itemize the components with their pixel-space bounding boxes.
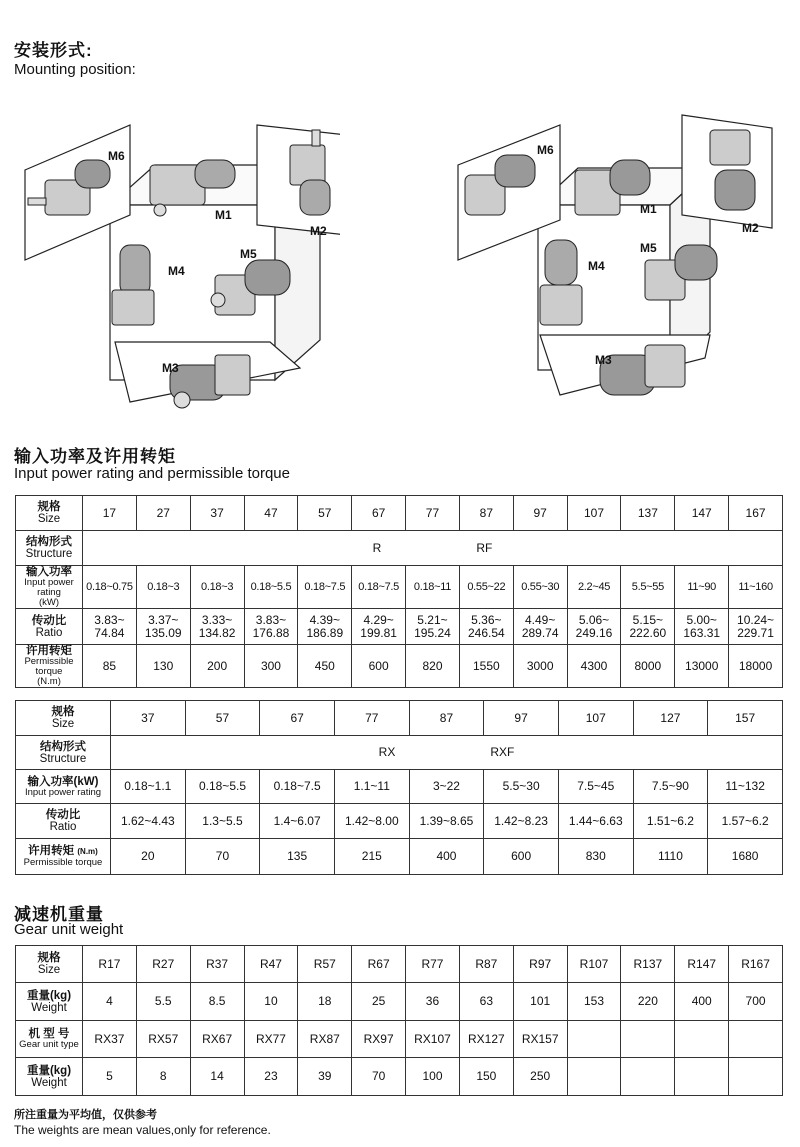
cell-ratio: 3.83~ 74.84 (83, 609, 137, 645)
note-cn: 所注重量为平均值，仅供参考 (14, 1109, 157, 1121)
cell-torque: 830 (558, 839, 633, 875)
structure-r: R (372, 540, 382, 555)
cell-type: R57 (298, 946, 352, 983)
row-header-structure: 结构形式 Structure (16, 531, 83, 566)
cell-ratio: 1.42~8.23 (484, 804, 559, 839)
cell-torque: 135 (260, 839, 335, 875)
row-header-weight: 重量(kg) Weight (16, 983, 83, 1021)
table-weight (15, 945, 783, 1096)
cell-type: R17 (83, 946, 137, 983)
cell-weight: 400 (675, 983, 729, 1021)
cell-weight: 70 (352, 1058, 406, 1096)
cell-ratio: 1.62~4.43 (111, 804, 186, 839)
cell-torque: 1680 (708, 839, 783, 875)
label-rx-m5: M5 (640, 241, 657, 255)
weight-title-cn: 减速机重量 (14, 905, 104, 924)
cell-empty (621, 1021, 675, 1058)
cell-power: 5.5~30 (484, 770, 559, 804)
cell-weight: 8.5 (190, 983, 244, 1021)
cell-power: 0.18~11 (406, 566, 460, 609)
cell-ratio: 1.44~6.63 (558, 804, 633, 839)
cell-type: R147 (675, 946, 729, 983)
cell-type: RX87 (298, 1021, 352, 1058)
row-header-ratio: 传动比 Ratio (16, 609, 83, 645)
label-rx-m4: M4 (588, 259, 605, 273)
cell-size: 137 (621, 496, 675, 531)
cell-power: 0.18~5.5 (185, 770, 260, 804)
row-header-structure: 结构形式 Structure (16, 736, 111, 770)
cell-torque: 4300 (567, 645, 621, 688)
cell-ratio: 4.49~ 289.74 (513, 609, 567, 645)
table-row (16, 804, 783, 839)
cell-size: 37 (111, 701, 186, 736)
cell-weight: 8 (136, 1058, 190, 1096)
cell-torque: 300 (244, 645, 298, 688)
cell-torque: 600 (352, 645, 406, 688)
cell-weight: 23 (244, 1058, 298, 1096)
cell-size: 127 (633, 701, 708, 736)
cell-torque: 20 (111, 839, 186, 875)
cell-torque: 1110 (633, 839, 708, 875)
cell-ratio: 3.37~ 135.09 (136, 609, 190, 645)
cell-size: 67 (352, 496, 406, 531)
cell-ratio: 10.24~ 229.71 (729, 609, 783, 645)
cell-power: 0.55~30 (513, 566, 567, 609)
cell-ratio: 5.06~ 249.16 (567, 609, 621, 645)
cell-structure (83, 531, 783, 566)
cell-ratio: 5.15~ 222.60 (621, 609, 675, 645)
cell-size: 47 (244, 496, 298, 531)
cell-weight: 250 (513, 1058, 567, 1096)
row-header-type: 机 型 号 Gear unit type (16, 1021, 83, 1058)
label-rx-m6: M6 (537, 143, 554, 157)
cell-empty (675, 1021, 729, 1058)
cell-type: R67 (352, 946, 406, 983)
cell-empty (567, 1058, 621, 1096)
cell-torque: 450 (298, 645, 352, 688)
cell-type: RX67 (190, 1021, 244, 1058)
table-row (16, 566, 783, 609)
mounting-title-en: Mounting position: (14, 61, 136, 78)
cell-type: R27 (136, 946, 190, 983)
cell-empty (567, 1021, 621, 1058)
cell-power: 0.18~3 (136, 566, 190, 609)
cell-size: 147 (675, 496, 729, 531)
cell-ratio: 1.57~6.2 (708, 804, 783, 839)
cell-weight: 153 (567, 983, 621, 1021)
cell-torque: 70 (185, 839, 260, 875)
cell-size: 107 (558, 701, 633, 736)
cell-size: 87 (459, 496, 513, 531)
cell-torque: 18000 (729, 645, 783, 688)
cell-power: 11~90 (675, 566, 729, 609)
cell-power: 2.2~45 (567, 566, 621, 609)
cell-weight: 36 (406, 983, 460, 1021)
cell-weight: 101 (513, 983, 567, 1021)
table-r-series (15, 495, 783, 688)
power-title-cn: 输入功率及许用转矩 (14, 447, 176, 466)
weight-title-en: Gear unit weight (14, 921, 124, 938)
cell-type: RX127 (459, 1021, 513, 1058)
label-m1: M1 (215, 208, 232, 222)
cell-type: R47 (244, 946, 298, 983)
cell-torque: 200 (190, 645, 244, 688)
mounting-diagram-rx (450, 110, 780, 420)
cell-size: 37 (190, 496, 244, 531)
cell-type: RX37 (83, 1021, 137, 1058)
table-row (16, 1021, 783, 1058)
cell-weight: 5.5 (136, 983, 190, 1021)
cell-power: 0.18~0.75 (83, 566, 137, 609)
cell-weight: 10 (244, 983, 298, 1021)
cell-type: RX57 (136, 1021, 190, 1058)
label-m4: M4 (168, 264, 185, 278)
cell-type: R87 (459, 946, 513, 983)
cell-size: 107 (567, 496, 621, 531)
cell-weight: 100 (406, 1058, 460, 1096)
row-header-torque: 许用转矩 Permissible torque (N.m) (16, 645, 83, 688)
cell-ratio: 5.36~ 246.54 (459, 609, 513, 645)
cell-weight: 220 (621, 983, 675, 1021)
cell-power: 0.55~22 (459, 566, 513, 609)
mounting-diagram-r (20, 110, 340, 440)
cell-power: 11~160 (729, 566, 783, 609)
structure-rxf: RXF (490, 745, 515, 759)
cell-size: 67 (260, 701, 335, 736)
cell-ratio: 3.83~ 176.88 (244, 609, 298, 645)
cell-torque: 130 (136, 645, 190, 688)
table-row (16, 701, 783, 736)
cell-power: 0.18~7.5 (352, 566, 406, 609)
cell-empty (729, 1058, 783, 1096)
row-header-power: 输入功率 Input power rating (kW) (16, 566, 83, 609)
cell-torque: 400 (409, 839, 484, 875)
cell-torque: 13000 (675, 645, 729, 688)
cell-ratio: 1.39~8.65 (409, 804, 484, 839)
table-row (16, 839, 783, 875)
cell-size: 57 (185, 701, 260, 736)
cell-power: 0.18~7.5 (260, 770, 335, 804)
table-row (16, 496, 783, 531)
cell-weight: 150 (459, 1058, 513, 1096)
cell-weight: 700 (729, 983, 783, 1021)
cell-power: 0.18~7.5 (298, 566, 352, 609)
cell-weight: 5 (83, 1058, 137, 1096)
cell-type: RX77 (244, 1021, 298, 1058)
cell-ratio: 4.39~ 186.89 (298, 609, 352, 645)
cell-type: R37 (190, 946, 244, 983)
row-header-size: 规格 Size (16, 496, 83, 531)
cell-weight: 18 (298, 983, 352, 1021)
cell-type: RX107 (406, 1021, 460, 1058)
cell-type: RX157 (513, 1021, 567, 1058)
table-row (16, 609, 783, 645)
label-rx-m3: M3 (595, 353, 612, 367)
row-header-torque: 许用转矩 (N.m) Permissible torque (16, 839, 111, 875)
label-m5: M5 (240, 247, 257, 261)
cell-weight: 39 (298, 1058, 352, 1096)
cell-weight: 63 (459, 983, 513, 1021)
cell-ratio: 1.42~8.00 (334, 804, 409, 839)
cell-type: R77 (406, 946, 460, 983)
cell-ratio: 1.3~5.5 (185, 804, 260, 839)
cell-torque: 8000 (621, 645, 675, 688)
cell-power: 5.5~55 (621, 566, 675, 609)
cell-power: 0.18~5.5 (244, 566, 298, 609)
cell-size: 77 (334, 701, 409, 736)
cell-power: 7.5~45 (558, 770, 633, 804)
table-row (16, 1058, 783, 1096)
table-row (16, 645, 783, 688)
row-header-weight: 重量(kg) Weight (16, 1058, 83, 1096)
cell-size: 57 (298, 496, 352, 531)
cell-weight: 14 (190, 1058, 244, 1096)
cell-size: 97 (513, 496, 567, 531)
cell-weight: 25 (352, 983, 406, 1021)
label-m3: M3 (162, 361, 179, 375)
label-rx-m2: M2 (742, 221, 759, 235)
label-m6: M6 (108, 149, 125, 163)
row-header-ratio: 传动比 Ratio (16, 804, 111, 839)
cell-power: 0.18~1.1 (111, 770, 186, 804)
cell-power: 1.1~11 (334, 770, 409, 804)
row-header-power: 输入功率(kW) Input power rating (16, 770, 111, 804)
cell-ratio: 1.51~6.2 (633, 804, 708, 839)
cell-empty (675, 1058, 729, 1096)
cell-empty (729, 1021, 783, 1058)
label-rx-m1: M1 (640, 202, 657, 216)
cell-ratio: 5.00~ 163.31 (675, 609, 729, 645)
table-rx-series (15, 700, 783, 875)
label-m2: M2 (310, 224, 327, 238)
cell-size: 17 (83, 496, 137, 531)
cell-torque: 820 (406, 645, 460, 688)
table-row (16, 983, 783, 1021)
row-header-size: 规格 Size (16, 701, 111, 736)
cell-type: RX97 (352, 1021, 406, 1058)
mounting-title-cn: 安装形式: (14, 41, 93, 60)
table-row (16, 531, 783, 566)
note-en: The weights are mean values,only for reference. (14, 1123, 271, 1137)
cell-size: 87 (409, 701, 484, 736)
cell-empty (621, 1058, 675, 1096)
cell-type: R137 (621, 946, 675, 983)
table-row (16, 736, 783, 770)
cell-ratio: 4.29~ 199.81 (352, 609, 406, 645)
row-header-size: 规格 Size (16, 946, 83, 983)
cell-torque: 3000 (513, 645, 567, 688)
cell-size: 167 (729, 496, 783, 531)
cell-weight: 4 (83, 983, 137, 1021)
cell-type: R97 (513, 946, 567, 983)
cell-power: 3~22 (409, 770, 484, 804)
structure-rf: RF (476, 540, 493, 555)
cell-size: 157 (708, 701, 783, 736)
cell-ratio: 5.21~ 195.24 (406, 609, 460, 645)
cell-power: 0.18~3 (190, 566, 244, 609)
cell-torque: 215 (334, 839, 409, 875)
table-row (16, 770, 783, 804)
power-title-en: Input power rating and permissible torque (14, 465, 290, 482)
cell-power: 11~132 (708, 770, 783, 804)
cell-ratio: 1.4~6.07 (260, 804, 335, 839)
cell-torque: 600 (484, 839, 559, 875)
cell-size: 77 (406, 496, 460, 531)
cell-torque: 85 (83, 645, 137, 688)
cell-ratio: 3.33~ 134.82 (190, 609, 244, 645)
cell-type: R107 (567, 946, 621, 983)
cell-structure (111, 736, 783, 770)
cell-size: 27 (136, 496, 190, 531)
cell-power: 7.5~90 (633, 770, 708, 804)
structure-rx: RX (378, 745, 396, 759)
cell-torque: 1550 (459, 645, 513, 688)
cell-type: R167 (729, 946, 783, 983)
table-row (16, 946, 783, 983)
cell-size: 97 (484, 701, 559, 736)
